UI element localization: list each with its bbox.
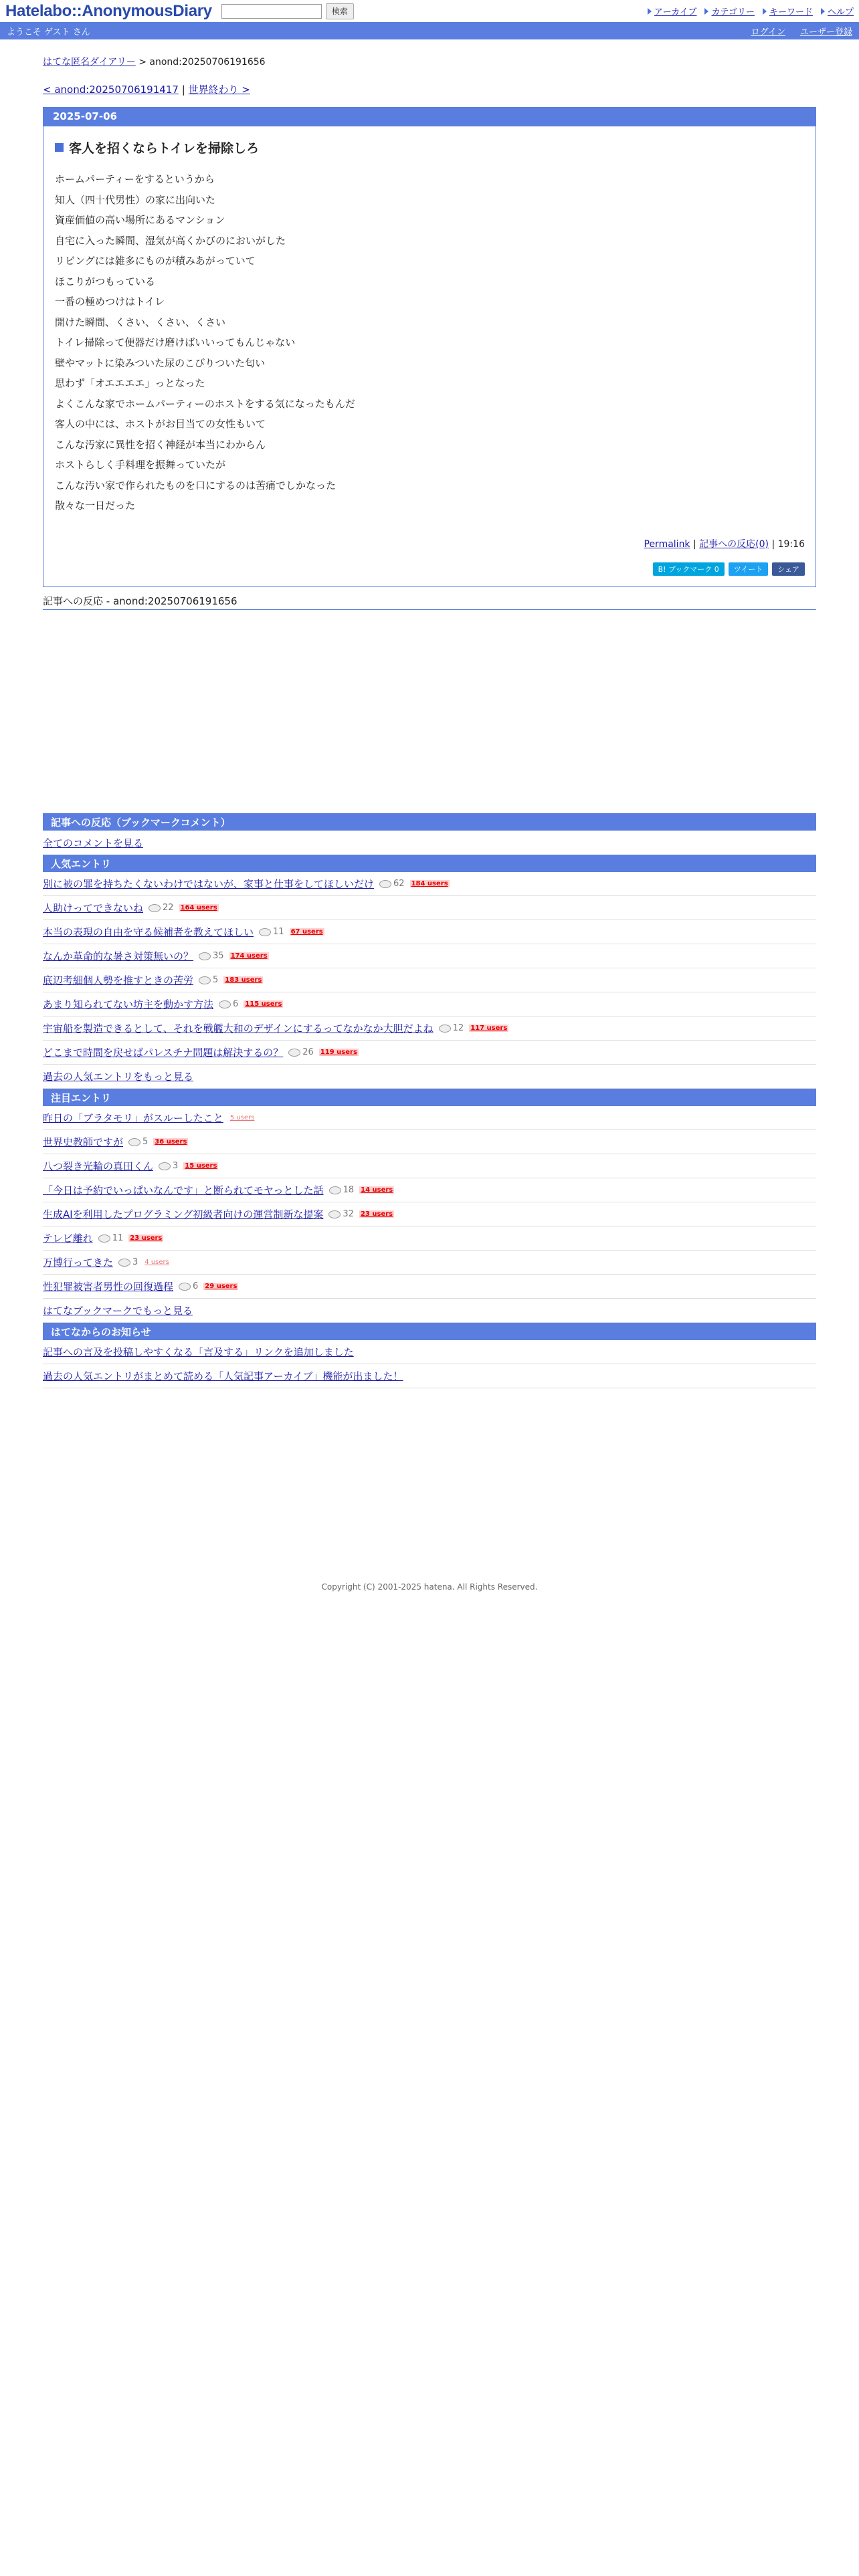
notice-item [43,1340,816,1364]
body-line: 壁やマットに染みついた尿のこびりついた匂い [55,356,266,369]
comment-count[interactable]: 6 [219,999,238,1009]
tweet-button[interactable]: ツイート [729,562,768,576]
bookmark-users-badge[interactable]: 4 users [145,1259,169,1266]
bookmark-users-badge[interactable]: 23 users [130,1235,163,1242]
reactions-link[interactable]: 記事への反応(0) [699,539,769,550]
archive-link[interactable]: アーカイブ [648,5,697,17]
body-line: こんな汚家に異性を招く神経が本当にわからん [55,438,266,451]
popular-heading: 人気エントリ [43,855,816,872]
entry-link[interactable]: 別に被の罪を持ちたくないわけではないが、家事と仕事をしてほしいだけ [43,878,375,890]
entry-footer: Permalink | 記事への反応(0) | 19:16 [644,539,805,550]
bookmark-users-badge[interactable]: 23 users [360,1210,393,1218]
permalink[interactable]: Permalink [644,539,690,550]
breadcrumb: はてな匿名ダイアリー > anond:20250706191656 [43,57,266,68]
comment-count[interactable]: 11 [98,1233,124,1243]
bookmark-users-badge[interactable]: 184 users [411,880,448,887]
entry-link[interactable]: なんか革命的な暑さ対策無いの？ [43,950,194,962]
bookmark-heading: 記事への反応（ブックマークコメント） [43,813,816,831]
comment-count[interactable]: 18 [329,1185,355,1195]
list-item [43,1275,816,1299]
comment-bubble-icon [219,1000,231,1008]
entry-link[interactable]: あまり知られてない坊主を動かす方法 [43,998,214,1010]
comment-count[interactable]: 12 [439,1023,464,1033]
bookmark-users-badge[interactable]: 15 users [185,1162,217,1170]
attention-heading: 注目エントリ [43,1089,816,1106]
bookmark-users-badge[interactable]: 164 users [180,904,217,911]
attention-list [43,1106,816,1299]
list-item [43,1202,816,1226]
entry-link[interactable]: 人助けってできないね [43,902,144,914]
body-line: こんな汚い家で作られたものを口にするのは苦痛でしかなった [55,479,337,492]
help-link[interactable]: ヘルプ [821,5,854,17]
keyword-link[interactable]: キーワード [763,5,813,17]
top-links [648,5,854,17]
comment-bubble-icon [199,952,211,960]
entry-box [43,107,816,587]
list-item [43,872,816,896]
popular-more-link[interactable]: 過去の人気エントリをもっと見る [43,1071,194,1083]
all-comments-link[interactable]: 全てのコメントを見る [43,837,144,849]
entry-link[interactable]: 生成AIを利用したプログラミング初級者向けの運営制新な提案 [43,1208,324,1220]
body-line: トイレ掃除って便器だけ磨けばいいってもんじゃない [55,336,296,348]
comment-count[interactable]: 3 [159,1161,178,1171]
entry-link[interactable]: 八つ裂き光輪の真田くん [43,1160,154,1172]
site-logo[interactable]: Hatelabo::AnonymousDiary [5,1,212,20]
bookmark-users-badge[interactable]: 174 users [230,952,268,960]
bookmark-users-badge[interactable]: 117 users [470,1025,508,1032]
comment-count[interactable]: 22 [149,903,174,913]
bookmark-users-badge[interactable]: 14 users [361,1186,393,1194]
comment-bubble-icon [259,928,271,936]
list-item [43,896,816,920]
body-line: ホームパーティーをするというから [55,173,215,185]
list-item [43,1226,816,1251]
reactions-heading: 記事への反応 - anond:20250706191656 [43,594,816,610]
triangle-icon [763,8,767,15]
body-line: 客人の中には、ホストがお目当ての女性もいて [55,418,266,430]
login-link[interactable]: ログイン [751,27,785,37]
list-item [43,992,816,1016]
notice-link[interactable]: 過去の人気エントリがまとめて読める「人気記事アーカイブ」機能が出ました！ [43,1370,403,1382]
comment-bubble-icon [179,1283,191,1291]
body-line: 一番の極めつけはトイレ [55,296,165,308]
body-line: 開けた瞬間、くさい、くさい、くさい [55,316,226,328]
welcome-text: ようこそ ゲスト さん [7,27,90,37]
comment-count[interactable]: 5 [128,1137,148,1147]
list-item [43,1016,816,1041]
user-bar [0,22,859,39]
comment-bubble-icon [128,1138,140,1146]
entry-date: 2025-07-06 [43,108,816,126]
list-item [43,1154,816,1178]
bookmark-users-badge[interactable]: 115 users [245,1000,282,1008]
copyright: Copyright (C) 2001-2025 hatena. All Rights Reserved. [321,1582,538,1592]
entry-link[interactable]: 万博行ってきた [43,1257,114,1269]
bookmark-users-badge[interactable]: 119 users [320,1049,357,1056]
bookmark-users-badge[interactable]: 67 users [290,928,323,936]
sidebar-lists [43,813,816,1388]
body-line: ホストらしく手料理を振舞っていたが [55,459,226,471]
next-entry-link[interactable]: 世界終わり > [188,84,250,96]
comment-bubble-icon [149,904,161,912]
list-item [43,1178,816,1202]
hatena-bookmark-button[interactable]: B! ブックマーク 0 [653,562,725,576]
entry-nav: < anond:20250706191417 | 世界終わり > [43,84,250,96]
comment-bubble-icon [199,976,211,984]
breadcrumb-current: anond:20250706191656 [149,57,266,68]
comment-count[interactable]: 6 [179,1281,198,1291]
facebook-share-button[interactable]: シェア [772,562,805,576]
entry-body [55,172,816,519]
bookmark-users-badge[interactable]: 5 users [229,1114,255,1121]
search-button[interactable]: 検索 [326,3,354,19]
entry-link[interactable]: テレビ離れ [43,1232,93,1245]
square-icon [55,143,64,152]
popular-list [43,872,816,1065]
notice-link[interactable]: 記事への言及を投稿しやすくなる「言及する」リンクを追加しました [43,1346,354,1358]
entry-link[interactable]: 世界史教師ですが [43,1136,124,1148]
bookmark-users-badge[interactable]: 29 users [205,1283,237,1290]
list-item [43,944,816,968]
breadcrumb-home[interactable]: はてな匿名ダイアリー [43,57,136,68]
list-item [43,968,816,992]
entry-title: 客人を招くならトイレを掃除しろ [55,138,816,156]
bookmark-users-badge[interactable]: 183 users [225,976,262,984]
entry-link[interactable]: 「今日は予約でいっぱいなんです」と断られてモヤっとした話 [43,1184,324,1196]
triangle-icon [704,8,708,15]
body-line: 自宅に入った瞬間、湿気が高くかびのにおいがした [55,234,286,247]
body-line: ほこりがつもっている [55,275,156,288]
notice-item [43,1364,816,1388]
body-line: 資産価値の高い場所にあるマンション [55,214,225,226]
body-line: 知人（四十代男性）の家に出向いた [55,193,216,206]
entry-link[interactable]: 本当の表現の自由を守る候補者を教えてほしい [43,926,254,938]
notice-list [43,1340,816,1388]
share-buttons [653,562,805,576]
list-item [43,1251,816,1275]
entry-link[interactable]: 底辺考細個人勢を推すときの苦労 [43,974,194,986]
notices-heading: はてなからのお知らせ [43,1323,816,1340]
list-item [43,920,816,944]
entry-link[interactable]: 宇宙船を製造できるとして、それを戦艦大和のデザインにするってなかなか大胆だよね [43,1023,434,1035]
comment-count[interactable]: 3 [118,1257,138,1267]
comment-count[interactable]: 11 [259,927,284,937]
comment-count[interactable]: 5 [199,975,218,985]
category-link[interactable]: カテゴリー [704,5,754,17]
bookmark-users-badge[interactable]: 36 users [155,1138,187,1146]
entry-link[interactable]: 性犯罪被害者男性の回復過程 [43,1281,174,1293]
list-item [43,1130,816,1154]
body-line: リビングには雑多にものが積みあがっていて [55,255,256,267]
list-item [43,1106,816,1130]
comment-bubble-icon [439,1025,451,1033]
prev-entry-link[interactable]: < anond:20250706191417 [43,84,179,96]
list-item [43,1041,816,1065]
body-line: よくこんな家でホームパーティーのホストをする気になったもんだ [55,397,355,410]
comment-count[interactable]: 35 [199,951,224,961]
search-input[interactable] [221,4,322,19]
comment-count[interactable]: 26 [288,1047,314,1057]
comment-count[interactable]: 62 [379,879,405,889]
register-link[interactable]: ユーザー登録 [799,27,852,37]
comment-bubble-icon [288,1049,300,1057]
entry-time: 19:16 [777,539,805,550]
comment-bubble-icon [98,1235,110,1243]
triangle-icon [821,8,825,15]
body-line: 散々な一日だった [55,500,136,512]
comment-bubble-icon [328,1210,341,1218]
attention-more-link[interactable]: はてなブックマークでもっと見る [43,1305,193,1317]
top-header [0,0,859,22]
body-line: 思わず「オエエエエ」っとなった [55,377,205,389]
entry-link[interactable]: 昨日の「ブラタモリ」がスルーしたこと [43,1112,223,1124]
comment-bubble-icon [329,1186,341,1194]
comment-bubble-icon [379,880,391,888]
comment-bubble-icon [159,1162,171,1170]
comment-count[interactable]: 32 [328,1209,354,1219]
comment-bubble-icon [118,1259,130,1267]
triangle-icon [648,8,652,15]
entry-link[interactable]: どこまで時間を戻せばパレスチナ問題は解決するの？ [43,1047,284,1059]
